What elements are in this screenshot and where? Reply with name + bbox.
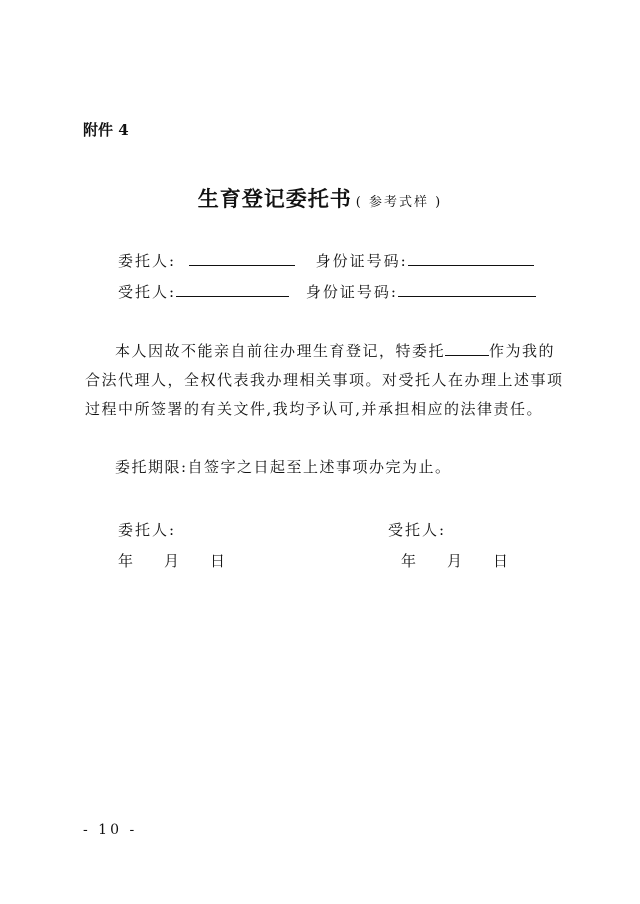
signature-date-left: 年 月 日 <box>118 552 234 570</box>
document-subtitle: ( 参考式样 ) <box>355 195 443 210</box>
signature-date-right: 年 月 日 <box>401 552 517 570</box>
principal-row <box>118 250 534 271</box>
agent-name-blank <box>176 281 289 297</box>
agent-row <box>118 281 536 302</box>
agent-label: 受托人: <box>118 283 177 301</box>
body-paragraph-1 <box>85 337 565 424</box>
agent-id-blank <box>398 281 536 297</box>
document-title: 生育登记委托书 <box>197 186 352 211</box>
agent-id-label: 身份证号码: <box>305 283 398 301</box>
principal-name-blank <box>189 250 295 266</box>
signature-principal-label: 委托人: <box>118 521 177 539</box>
page-number: - 10 - <box>83 822 138 838</box>
principal-id-label: 身份证号码: <box>315 252 408 270</box>
principal-label: 委托人: <box>118 252 177 270</box>
signature-agent-label: 受托人: <box>388 521 447 539</box>
body-p1-before: 本人因故不能亲自前往办理生育登记，特委托 <box>115 342 446 360</box>
body-p1-after: 作为我的合法代理人，全权代表我办理相关事项。对受托人在办理上述事项过程中所签署的有关文件,我均予认可,并承担相应的法律责任。 <box>85 342 564 418</box>
attachment-label: 附件 4 <box>83 121 129 139</box>
principal-id-blank <box>408 250 534 266</box>
document-title-block <box>0 183 640 213</box>
body-paragraph-2: 委托期限:自签字之日起至上述事项办完为止。 <box>115 458 452 476</box>
entrusted-name-blank <box>445 340 489 356</box>
